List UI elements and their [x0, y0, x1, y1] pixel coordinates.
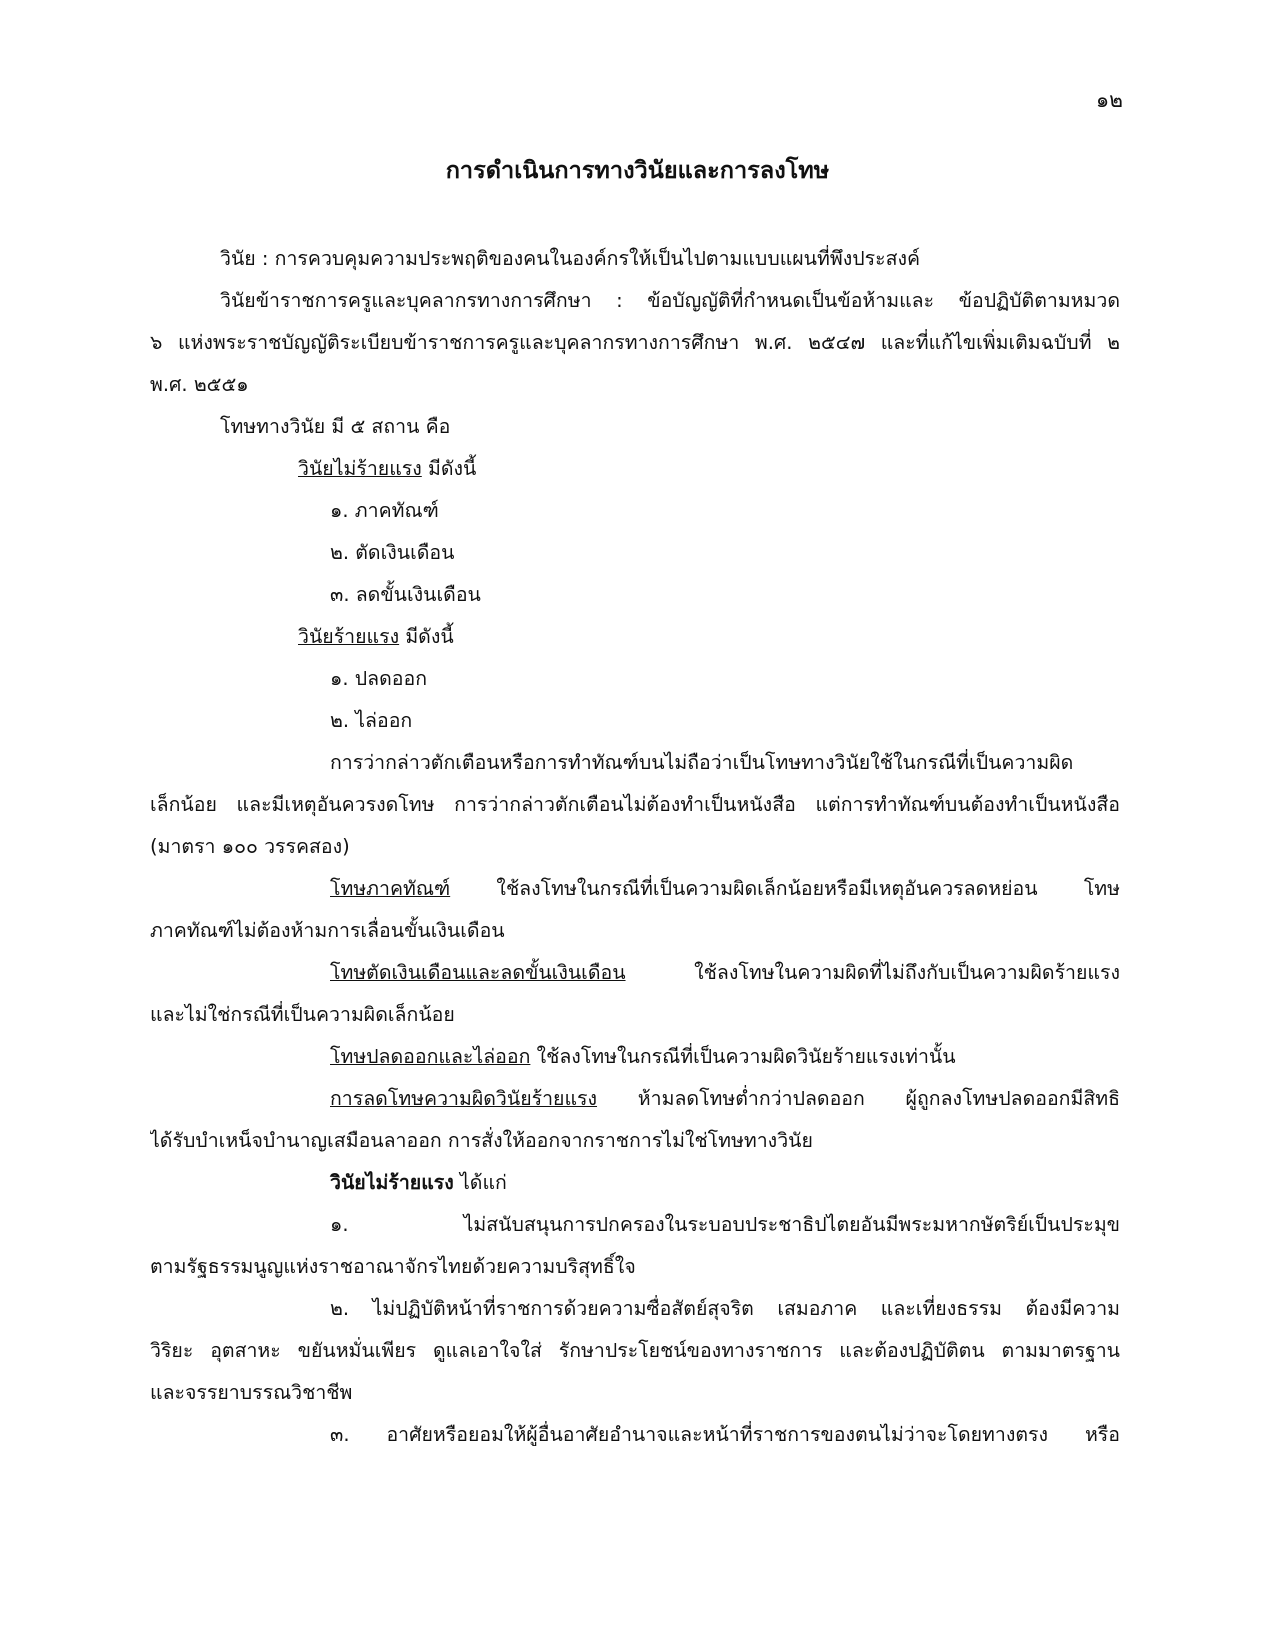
- offense-3-line-1: ๓. อาศัยหรือยอมให้ผู้อื่นอาศัยอำนาจและหน้าที่ราชการของตนไม่ว่าจะโดยทางตรง หรือ: [330, 1423, 1120, 1446]
- definition-line: วินัย : การควบคุมความประพฤติของคนในองค์กรให้เป็นไปตามแบบแผนที่พึงประสงค์: [220, 247, 921, 270]
- probation-term: โทษภาคทัณฑ์: [330, 877, 451, 900]
- salary-cut-line-1: [150, 952, 1120, 994]
- non-serious-item: ๑. ภาคทัณฑ์: [330, 499, 439, 522]
- probation-text: ใช้ลงโทษในกรณีที่เป็นความผิดเล็กน้อยหรือมีเหตุอันควรลดหย่อน โทษ: [450, 877, 1120, 900]
- dismissal-line-1: [150, 1036, 1120, 1078]
- serious-heading: [150, 616, 1120, 658]
- teacher-discipline-line-2: ๖ แห่งพระราชบัญญัติระเบียบข้าราชการครูและบุคลากรทางการศึกษา พ.ศ. ๒๕๔๗ และที่แก้ไขเพิ่มเติมฉบับที่ ๒: [150, 331, 1120, 354]
- offenses-heading-suffix: ได้แก่: [453, 1171, 507, 1194]
- offense-2-line-1: ๒. ไม่ปฏิบัติหน้าที่ราชการด้วยความซื่อสัตย์สุจริต เสมอภาค และเที่ยงธรรม ต้องมีความ: [330, 1297, 1120, 1320]
- reduction-line-1: [150, 1078, 1120, 1120]
- page-number: ๑๒: [1095, 88, 1123, 112]
- non-serious-item: ๓. ลดขั้นเงินเดือน: [330, 583, 481, 606]
- offense-1-line-1: ๑. ไม่สนับสนุนการปกครองในระบอบประชาธิปไตยอันมีพระมหากษัตริย์เป็นประมุข: [330, 1213, 1120, 1236]
- serious-item: ๒. ไล่ออก: [330, 709, 413, 732]
- warning-line-3: (มาตรา ๑๐๐ วรรคสอง): [150, 835, 350, 858]
- serious-item: ๑. ปลดออก: [330, 667, 427, 690]
- serious-heading-term: วินัยร้ายแรง: [298, 625, 400, 648]
- page-title: การดำเนินการทางวินัยและการลงโทษ: [445, 156, 830, 184]
- probation-line-1: [150, 868, 1120, 910]
- salary-cut-term: โทษตัดเงินเดือนและลดขั้นเงินเดือน: [330, 961, 626, 984]
- warning-line-1: การว่ากล่าวตักเตือนหรือการทำทัณฑ์บนไม่ถือว่าเป็นโทษทางวินัยใช้ในกรณีที่เป็นความผิด: [330, 751, 1074, 774]
- document-body: [150, 238, 1120, 1456]
- reduction-line-2: ได้รับบำเหน็จบำนาญเสมือนลาออก การสั่งให้ออกจากราชการไม่ใช่โทษทางวินัย: [150, 1129, 813, 1152]
- salary-cut-text: ใช้ลงโทษในความผิดที่ไม่ถึงกับเป็นความผิดร้ายแรง: [625, 961, 1120, 984]
- reduction-text: ห้ามลดโทษต่ำกว่าปลดออก ผู้ถูกลงโทษปลดออกมีสิทธิ: [597, 1087, 1120, 1110]
- non-serious-heading: [150, 448, 1120, 490]
- penalties-intro: โทษทางวินัย มี ๕ สถาน คือ: [220, 415, 451, 438]
- salary-cut-line-2: และไม่ใช่กรณีที่เป็นความผิดเล็กน้อย: [150, 1003, 455, 1026]
- offenses-heading: [150, 1162, 1120, 1204]
- offense-2-line-3: และจรรยาบรรณวิชาชีพ: [150, 1381, 353, 1404]
- non-serious-item: ๒. ตัดเงินเดือน: [330, 541, 455, 564]
- non-serious-heading-suffix: มีดังนี้: [421, 457, 477, 480]
- non-serious-heading-term: วินัยไม่ร้ายแรง: [298, 457, 422, 480]
- dismissal-term: โทษปลดออกและไล่ออก: [330, 1045, 531, 1068]
- offenses-heading-term: วินัยไม่ร้ายแรง: [330, 1171, 454, 1194]
- teacher-discipline-line-1: วินัยข้าราชการครูและบุคลากรทางการศึกษา : ข้อบัญญัติที่กำหนดเป็นข้อห้ามและ ข้อปฏิบัติตามหมวด: [220, 289, 1120, 312]
- probation-line-2: ภาคทัณฑ์ไม่ต้องห้ามการเลื่อนขั้นเงินเดือน: [150, 919, 505, 942]
- warning-line-2: เล็กน้อย และมีเหตุอันควรงดโทษ การว่ากล่าวตักเตือนไม่ต้องทำเป็นหนังสือ แต่การทำทัณฑ์บนต้องทำเป็นหนังสือ: [150, 793, 1120, 816]
- teacher-discipline-line-3: พ.ศ. ๒๕๕๑: [150, 373, 249, 396]
- serious-heading-suffix: มีดังนี้: [399, 625, 454, 648]
- offense-1-line-2: ตามรัฐธรรมนูญแห่งราชอาณาจักรไทยด้วยความบริสุทธิ์ใจ: [150, 1255, 636, 1278]
- offense-2-line-2: วิริยะ อุตสาหะ ขยันหมั่นเพียร ดูแลเอาใจใส่ รักษาประโยชน์ของทางราชการ และต้องปฏิบัติตน ตามมาตรฐาน: [150, 1339, 1120, 1362]
- reduction-term: การลดโทษความผิดวินัยร้ายแรง: [330, 1087, 598, 1110]
- dismissal-text: ใช้ลงโทษในกรณีที่เป็นความผิดวินัยร้ายแรงเท่านั้น: [530, 1045, 956, 1068]
